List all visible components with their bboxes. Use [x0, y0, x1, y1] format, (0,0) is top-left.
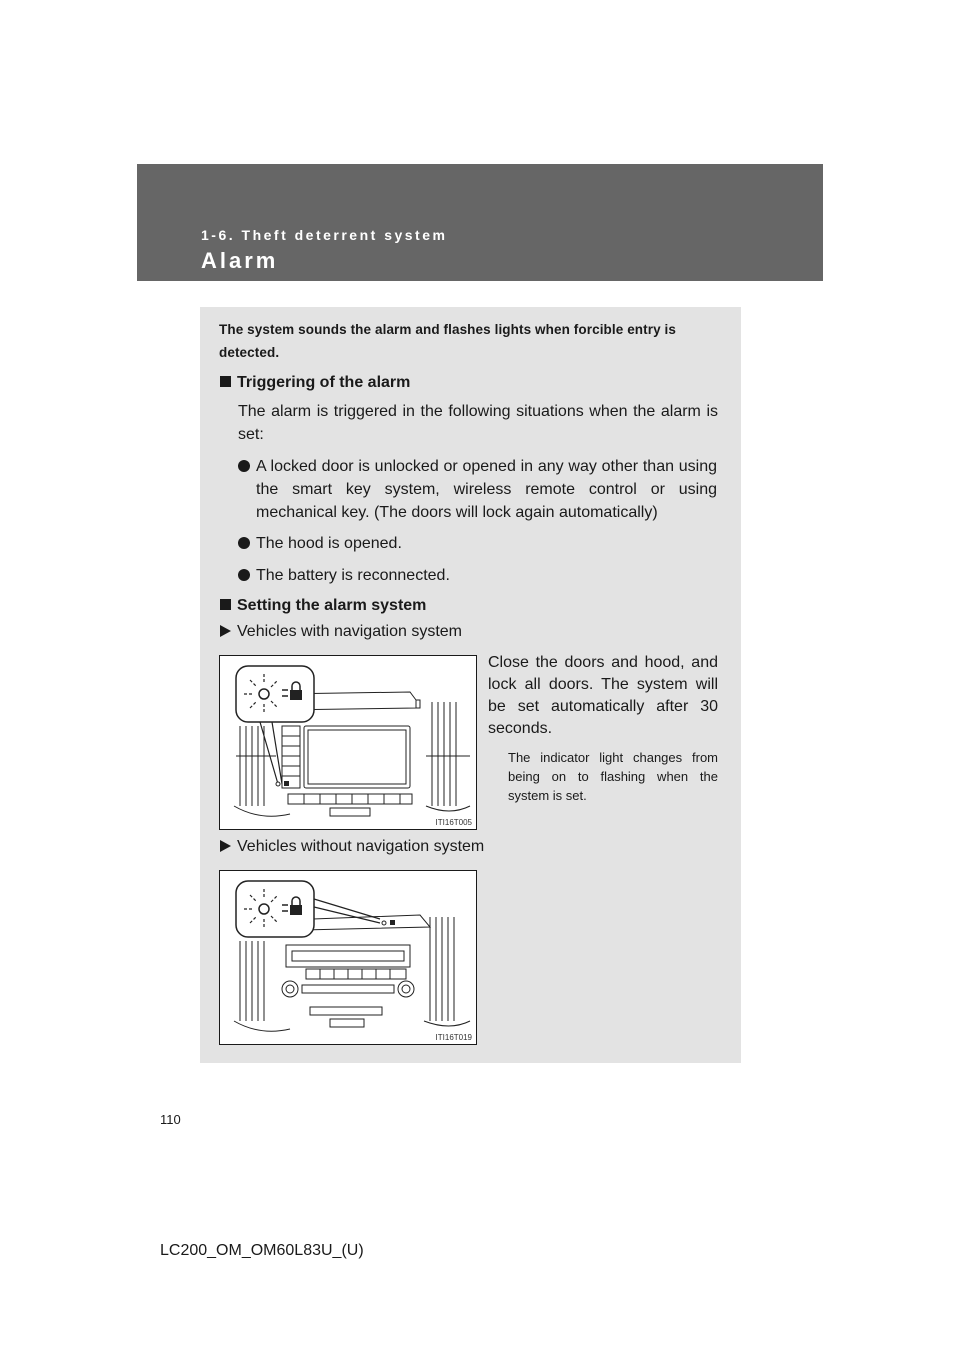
figure-nav-dashboard: [219, 655, 477, 830]
bullet-icon: [238, 569, 250, 581]
triggering-text: The alarm is triggered in the following situations when the alarm is set:: [238, 403, 718, 443]
setting-instruction: Close the doors and hood, and lock all doors. The system will be set automatically after 30 seconds.: [488, 654, 718, 737]
nav-system-label: Vehicles with navigation system: [220, 623, 462, 641]
section-label: 1-6. Theft deterrent system: [201, 227, 448, 243]
setting-note: The indicator light changes from being on to flashing when the system is set.: [508, 750, 718, 803]
footer-code: LC200_OM_OM60L83U_(U): [160, 1242, 364, 1259]
figure-code: ITI16T005: [435, 818, 472, 827]
intro-text: The system sounds the alarm and flashes lights when forcible entry is detected.: [219, 322, 677, 360]
page-number: 110: [160, 1112, 181, 1127]
no-nav-system-label: Vehicles without navigation system: [220, 838, 484, 856]
heading-triggering: Triggering of the alarm: [220, 374, 410, 392]
triangle-arrow-icon: [220, 625, 231, 637]
figure-no-nav-dashboard: [219, 870, 477, 1045]
square-bullet-icon: [220, 599, 231, 610]
section-header: [137, 164, 823, 281]
figure-code: ITI16T019: [435, 1033, 472, 1042]
page-title: Alarm: [201, 248, 279, 273]
bullet-icon: [238, 460, 250, 472]
bullet-icon: [238, 537, 250, 549]
heading-setting: Setting the alarm system: [220, 597, 426, 615]
square-bullet-icon: [220, 376, 231, 387]
triangle-arrow-icon: [220, 840, 231, 852]
